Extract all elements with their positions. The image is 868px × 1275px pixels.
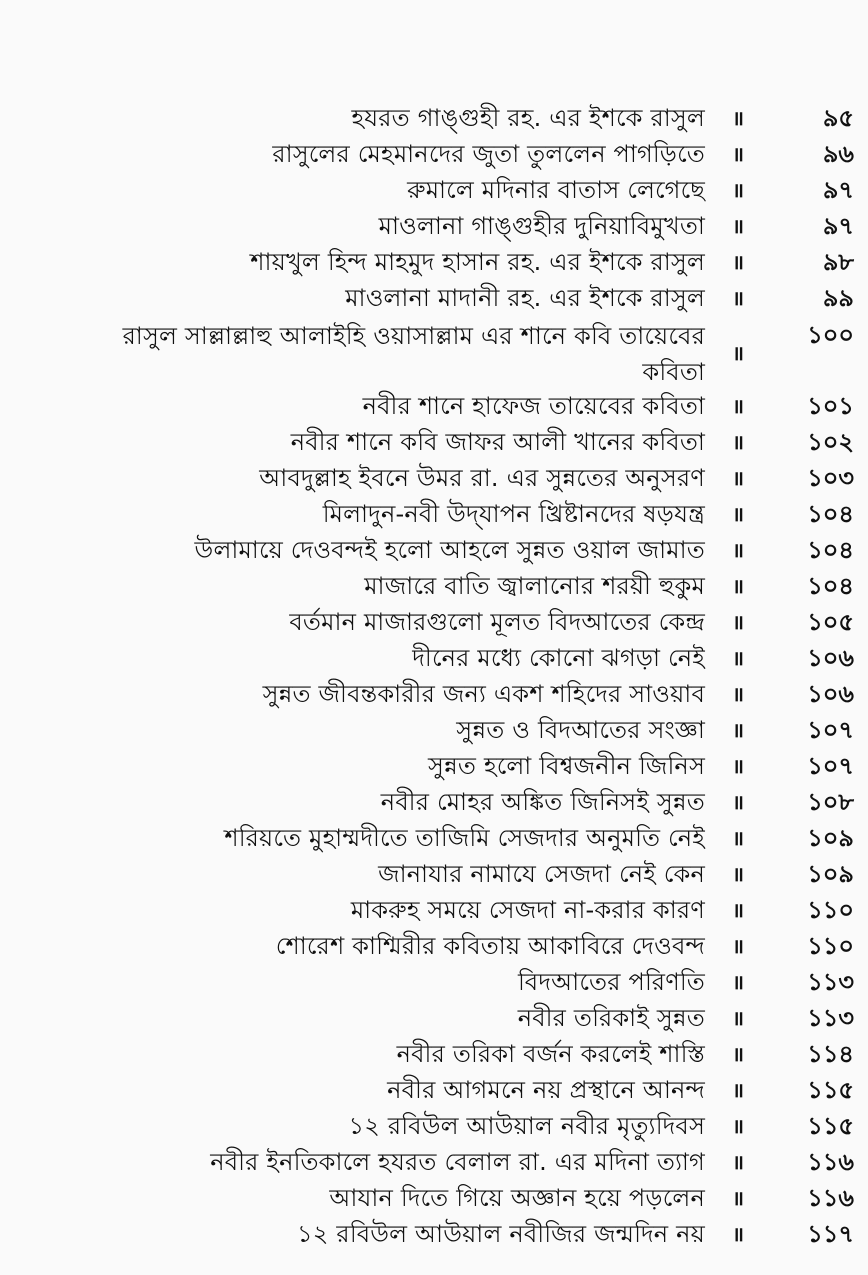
toc-entry-page-number: ১০৬: [807, 680, 854, 708]
toc-entry-title: শরিয়তে মুহাম্মদীতে তাজিমি সেজদার অনুমতি নেই: [224, 824, 705, 852]
toc-entry: [0, 1073, 868, 1109]
toc-entry: [0, 1037, 868, 1073]
toc-separator: ॥: [732, 1006, 744, 1030]
toc-separator: ॥: [732, 970, 744, 994]
toc-entry-page-number: ১১০: [807, 896, 854, 924]
toc-entry: [0, 785, 868, 821]
toc-entry: [0, 965, 868, 1001]
toc-entry-page-number: ১১৬: [807, 1148, 854, 1176]
toc-entry-title: ১২ রবিউল আউয়াল নবীর মৃত্যুদিবস: [348, 1112, 705, 1140]
toc-entry: [0, 749, 868, 785]
toc-separator: ॥: [732, 934, 744, 958]
toc-separator: ॥: [732, 341, 744, 365]
toc-separator: ॥: [732, 610, 744, 634]
toc-entry: [0, 389, 868, 425]
toc-entry-title: আবদুল্লাহ ইবনে উমর রা. এর সুন্নতের অনুসরণ: [259, 464, 705, 492]
toc-entry-title: বিদআতের পরিণতি: [517, 968, 705, 996]
toc-entry-title: নবীর ইনতিকালে হযরত বেলাল রা. এর মদিনা ত্যাগ: [210, 1148, 705, 1176]
toc-entry-page-number: ১০০: [807, 321, 854, 349]
toc-entry: [0, 245, 868, 281]
toc-entry: [0, 605, 868, 641]
toc-entry-page-number: ১১৬: [807, 1184, 854, 1212]
toc-separator: ॥: [732, 646, 744, 670]
toc-entry: [0, 209, 868, 245]
toc-entry-title: নবীর তরিকাই সুন্নত: [517, 1004, 705, 1032]
toc-separator: ॥: [732, 862, 744, 886]
toc-entry: [0, 425, 868, 461]
toc-separator: ॥: [732, 1186, 744, 1210]
toc-entry: [0, 461, 868, 497]
toc-separator: ॥: [732, 1222, 744, 1246]
toc-entry-page-number: ১১৩: [807, 1004, 854, 1032]
toc-entry-title: জানাযার নামাযে সেজদা নেই কেন: [378, 860, 705, 888]
toc-entry-title: দীনের মধ্যে কোনো ঝগড়া নেই: [412, 644, 705, 672]
toc-entry-page-number: ১০৮: [807, 788, 854, 816]
toc-entry-title: মাওলানা গাঙ্গুহীর দুনিয়াবিমুখতা: [378, 212, 705, 240]
toc-entry-title: নবীর তরিকা বর্জন করলেই শাস্তি: [396, 1040, 705, 1068]
toc-entry-page-number: ১০৫: [807, 608, 854, 636]
toc-entry-page-number: ৯৬: [822, 140, 854, 168]
toc-entry: [0, 137, 868, 173]
toc-separator: ॥: [732, 286, 744, 310]
toc-separator: ॥: [732, 214, 744, 238]
toc-separator: ॥: [732, 1114, 744, 1138]
toc-separator: ॥: [732, 826, 744, 850]
toc-entry-page-number: ১০৯: [807, 860, 854, 888]
toc-entry-page-number: ১০৭: [807, 716, 854, 744]
toc-separator: ॥: [732, 1078, 744, 1102]
toc-entry-page-number: ১০৪: [807, 500, 854, 528]
toc-entry: [0, 318, 868, 386]
toc-entry: [0, 281, 868, 317]
toc-entry-title: নবীর শানে হাফেজ তায়েবের কবিতা: [362, 392, 705, 420]
toc-entry-title: মাজারে বাতি জ্বালানোর শরয়ী হুকুম: [364, 572, 705, 600]
toc-entry-page-number: ১০৭: [807, 752, 854, 780]
toc-entry-title: মাকরুহ সময়ে সেজদা না-করার কারণ: [350, 896, 705, 924]
toc-entry-page-number: ৯৭: [822, 176, 854, 204]
toc-entry-title: সুন্নত জীবন্তকারীর জন্য একশ শহিদের সাওয়াব: [262, 680, 705, 708]
toc-entry: [0, 821, 868, 857]
toc-entry-page-number: ৯৭: [822, 212, 854, 240]
toc-separator: ॥: [732, 502, 744, 526]
toc-entry-page-number: ১০৩: [807, 464, 854, 492]
toc-separator: ॥: [732, 574, 744, 598]
toc-entry: [0, 677, 868, 713]
toc-entry-title: ১২ রবিউল আউয়াল নবীজির জন্মদিন নয়: [297, 1220, 705, 1248]
toc-entry: [0, 1181, 868, 1217]
toc-separator: ॥: [732, 250, 744, 274]
toc-entry-title: সুন্নত ও বিদআতের সংজ্ঞা: [456, 716, 705, 744]
toc-separator: ॥: [732, 106, 744, 130]
toc-entry-page-number: ১০৪: [807, 536, 854, 564]
toc-separator: ॥: [732, 430, 744, 454]
toc-entry: [0, 569, 868, 605]
toc-entry-page-number: ১০৯: [807, 824, 854, 852]
toc-entry: [0, 497, 868, 533]
toc-entry-page-number: ৯৫: [822, 104, 854, 132]
toc-entry-page-number: ১১৩: [807, 968, 854, 996]
toc-entry-page-number: ১০৪: [807, 572, 854, 600]
toc-entry: [0, 1001, 868, 1037]
toc-separator: ॥: [732, 142, 744, 166]
toc-entry-page-number: ১০২: [807, 428, 854, 456]
toc-entry: [0, 173, 868, 209]
toc-separator: ॥: [732, 898, 744, 922]
toc-separator: ॥: [732, 538, 744, 562]
toc-entry-title: সুন্নত হলো বিশ্বজনীন জিনিস: [427, 752, 705, 780]
toc-entry-page-number: ১১৫: [807, 1112, 854, 1140]
toc-entry: [0, 929, 868, 965]
toc-entry-title: রাসুল সাল্লাল্লাহু আলাইহি ওয়াসাল্লাম এর শানে কবি তায়েবের কবিতা: [122, 322, 705, 386]
toc-entry-page-number: ১১৭: [807, 1220, 854, 1248]
toc-separator: ॥: [732, 394, 744, 418]
toc-entry-title: মাওলানা মাদানী রহ. এর ইশকে রাসুল: [345, 284, 705, 312]
toc-entry: [0, 1145, 868, 1181]
toc-entry: [0, 893, 868, 929]
toc-entry: [0, 857, 868, 893]
toc-entry: [0, 713, 868, 749]
toc-entry-page-number: ১১৫: [807, 1076, 854, 1104]
toc-separator: ॥: [732, 466, 744, 490]
toc-separator: ॥: [732, 718, 744, 742]
toc-separator: ॥: [732, 682, 744, 706]
toc-separator: ॥: [732, 1042, 744, 1066]
toc-entry-title: বর্তমান মাজারগুলো মূলত বিদআতের কেন্দ্র: [289, 608, 705, 636]
toc-entry-page-number: ১০১: [807, 392, 854, 420]
toc-separator: ॥: [732, 1150, 744, 1174]
toc-separator: ॥: [732, 178, 744, 202]
toc-entry-title: রুমালে মদিনার বাতাস লেগেছে: [407, 176, 705, 204]
toc-entry-page-number: ১১০: [807, 932, 854, 960]
toc-entry-title: আযান দিতে গিয়ে অজ্ঞান হয়ে পড়লেন: [329, 1184, 705, 1212]
toc-entry: [0, 1109, 868, 1145]
toc-entry: [0, 641, 868, 677]
toc-entry-page-number: ৯৮: [822, 248, 854, 276]
toc-entry-title: মিলাদুন-নবী উদ্‌যাপন খ্রিষ্টানদের ষড়যন্ত্র: [322, 500, 705, 528]
toc-entry-page-number: ৯৯: [822, 284, 854, 312]
toc-entry-title: নবীর মোহর অঙ্কিত জিনিসই সুন্নত: [380, 788, 705, 816]
toc-entry-page-number: ১০৬: [807, 644, 854, 672]
toc-entry-title: শোরেশ কাশ্মিরীর কবিতায় আকাবিরে দেওবন্দ: [275, 932, 705, 960]
toc-entry-title: নবীর শানে কবি জাফর আলী খানের কবিতা: [290, 428, 705, 456]
toc-entry: [0, 1217, 868, 1253]
toc-entry-page-number: ১১৪: [807, 1040, 854, 1068]
toc-separator: ॥: [732, 754, 744, 778]
toc-entry-title: নবীর আগমনে নয় প্রস্থানে আনন্দ: [387, 1076, 705, 1104]
toc-entry-title: হযরত গাঙ্গুহী রহ. এর ইশকে রাসুল: [351, 104, 705, 132]
toc-entry: [0, 101, 868, 137]
toc-separator: ॥: [732, 790, 744, 814]
toc-entry-title: শায়খুল হিন্দ মাহমুদ হাসান রহ. এর ইশকে রাসুল: [250, 248, 705, 276]
toc-entry: [0, 533, 868, 569]
toc-entry-title: উলামায়ে দেওবন্দই হলো আহলে সুন্নত ওয়াল জামাত: [194, 536, 705, 564]
toc-entry-title: রাসুলের মেহমানদের জুতা তুললেন পাগড়িতে: [272, 140, 705, 168]
